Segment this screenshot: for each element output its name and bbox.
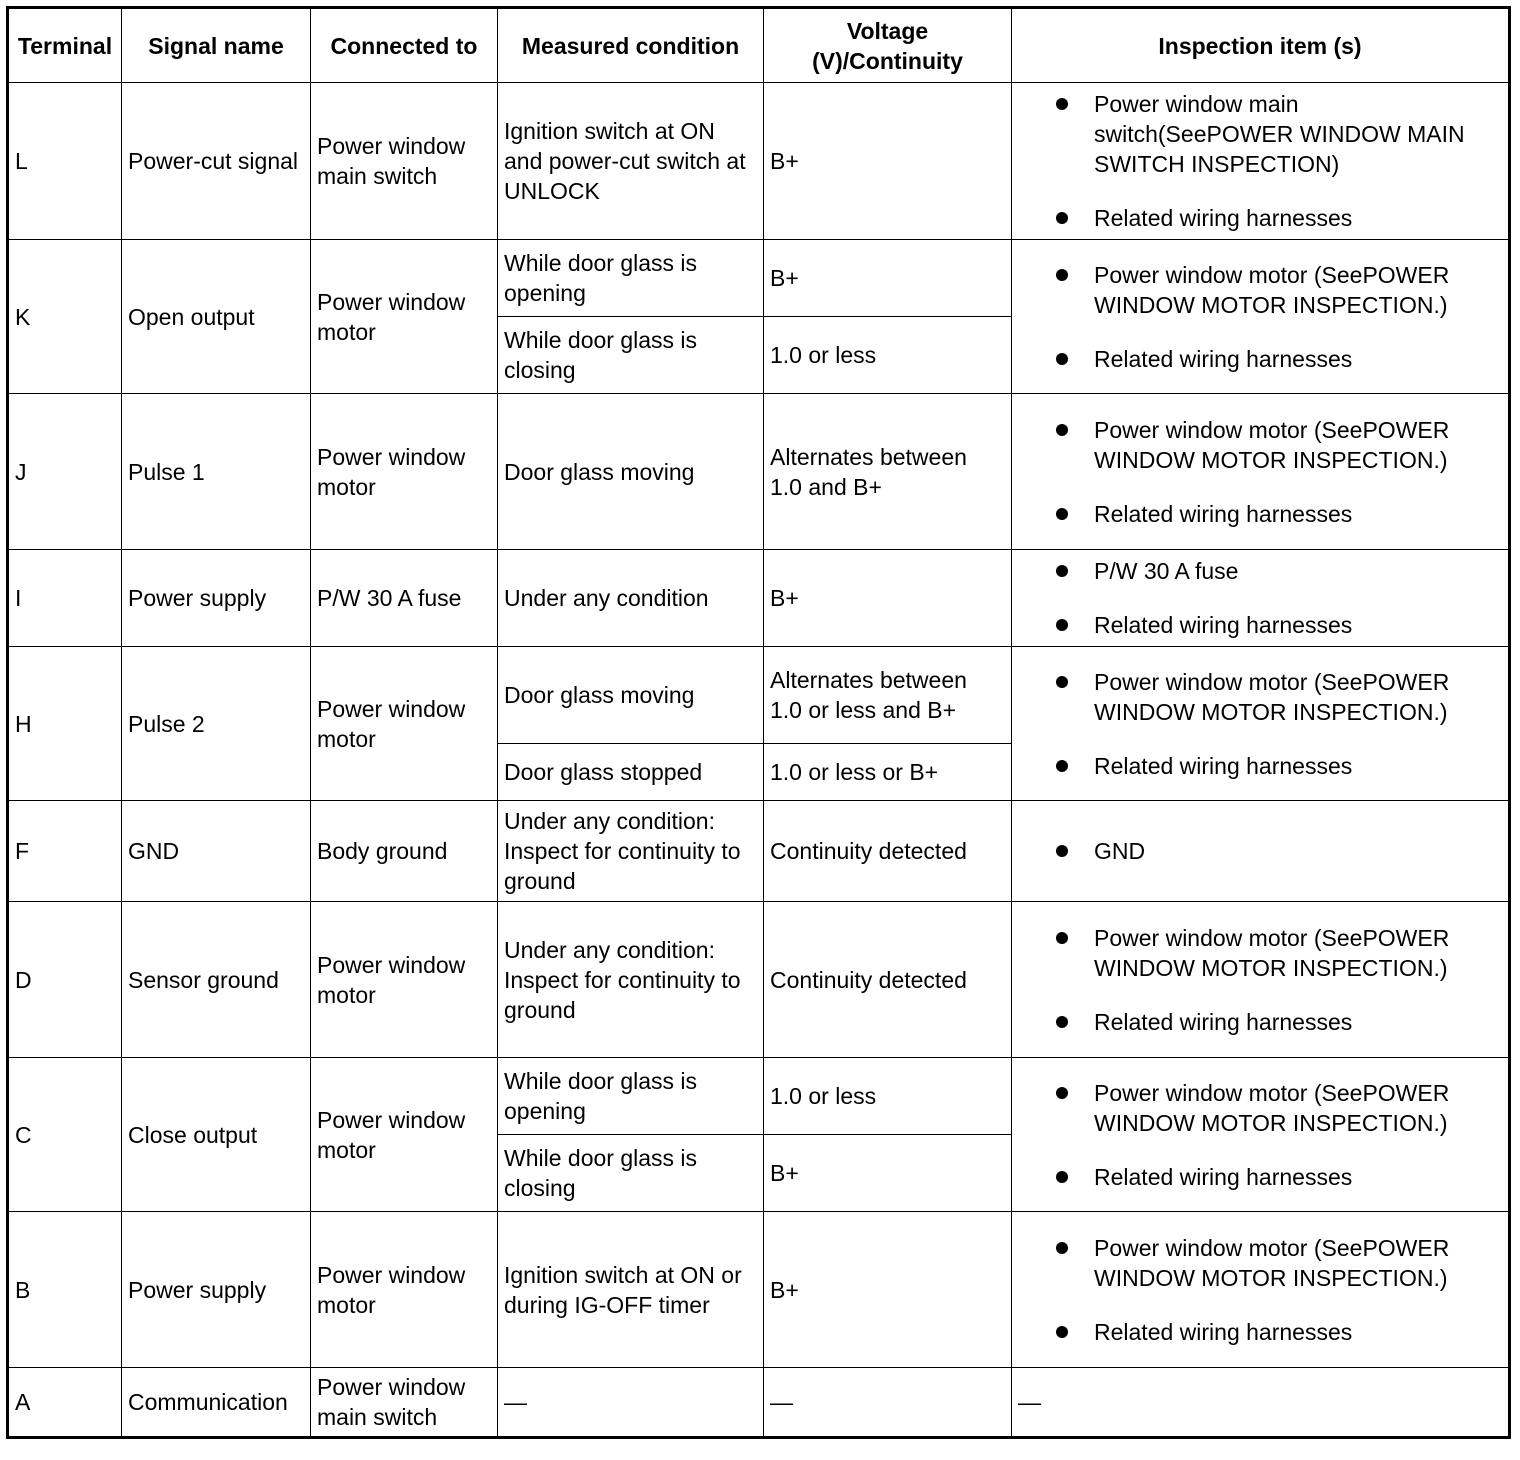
terminal-cell: B [8, 1212, 122, 1368]
signal-cell: Pulse 1 [122, 394, 311, 550]
inspection-item: Power window motor (SeePOWER WINDOW MOTOR INSPECTION.) [1056, 1078, 1500, 1138]
inspection-list [1056, 667, 1500, 781]
connected-cell: Power window motor [311, 1058, 498, 1212]
connected-cell: Power window motor [311, 240, 498, 394]
terminal-cell: D [8, 902, 122, 1058]
inspection-item: Related wiring harnesses [1056, 1317, 1500, 1347]
voltage-cell: 1.0 or less or B+ [764, 744, 1012, 801]
voltage-cell: Alternates between 1.0 and B+ [764, 394, 1012, 550]
inspection-cell [1012, 1212, 1510, 1368]
inspection-list [1056, 1078, 1500, 1192]
condition-cell: Door glass moving [498, 394, 764, 550]
table-row-I [8, 550, 1510, 647]
voltage-cell: B+ [764, 240, 1012, 317]
connected-cell: Power window motor [311, 394, 498, 550]
inspection-item: Related wiring harnesses [1056, 1007, 1500, 1037]
terminal-cell: K [8, 240, 122, 394]
signal-cell: Communication [122, 1368, 311, 1438]
inspection-item: Power window motor (SeePOWER WINDOW MOTOR INSPECTION.) [1056, 923, 1500, 983]
condition-cell: Ignition switch at ON or during IG-OFF timer [498, 1212, 764, 1368]
header-voltage: Voltage (V)/Continuity [764, 8, 1012, 83]
header-measured-condition: Measured condition [498, 8, 764, 83]
inspection-item: Related wiring harnesses [1056, 344, 1500, 374]
voltage-cell: 1.0 or less [764, 1058, 1012, 1135]
voltage-cell: — [764, 1368, 1012, 1438]
inspection-cell [1012, 240, 1510, 394]
table-row-J [8, 394, 1510, 550]
inspection-item: Power window motor (SeePOWER WINDOW MOTOR INSPECTION.) [1056, 1233, 1500, 1293]
terminal-inspection-table [6, 6, 1511, 1439]
signal-cell: Pulse 2 [122, 647, 311, 801]
connected-cell: Power window motor [311, 1212, 498, 1368]
table-row-A [8, 1368, 1510, 1438]
condition-cell: Under any condition: Inspect for continuity to ground [498, 902, 764, 1058]
inspection-item: Related wiring harnesses [1056, 1162, 1500, 1192]
inspection-cell: — [1012, 1368, 1510, 1438]
header-signal-name: Signal name [122, 8, 311, 83]
signal-cell: Power-cut signal [122, 83, 311, 240]
header-inspection-items: Inspection item (s) [1012, 8, 1510, 83]
inspection-cell [1012, 83, 1510, 240]
voltage-cell: B+ [764, 1135, 1012, 1212]
voltage-cell: B+ [764, 550, 1012, 647]
inspection-cell [1012, 902, 1510, 1058]
inspection-item: Related wiring harnesses [1056, 203, 1500, 233]
header-row [8, 8, 1510, 83]
inspection-list [1056, 1233, 1500, 1347]
condition-cell: While door glass is opening [498, 1058, 764, 1135]
inspection-list [1056, 260, 1500, 374]
voltage-cell: Continuity detected [764, 902, 1012, 1058]
condition-cell: Door glass moving [498, 647, 764, 744]
header-connected-to: Connected to [311, 8, 498, 83]
connected-cell: P/W 30 A fuse [311, 550, 498, 647]
signal-cell: Power supply [122, 1212, 311, 1368]
inspection-item: Power window motor (SeePOWER WINDOW MOTOR INSPECTION.) [1056, 667, 1500, 727]
connected-cell: Power window main switch [311, 1368, 498, 1438]
inspection-list [1056, 415, 1500, 529]
inspection-item: Power window motor (SeePOWER WINDOW MOTOR INSPECTION.) [1056, 415, 1500, 475]
header-terminal: Terminal [8, 8, 122, 83]
table-row-L [8, 83, 1510, 240]
voltage-cell: Alternates between 1.0 or less and B+ [764, 647, 1012, 744]
terminal-cell: I [8, 550, 122, 647]
terminal-cell: L [8, 83, 122, 240]
inspection-item: Related wiring harnesses [1056, 499, 1500, 529]
terminal-cell: F [8, 801, 122, 902]
connected-cell: Power window motor [311, 647, 498, 801]
table-wrapper [6, 6, 1511, 1439]
inspection-item: Power window main switch(SeePOWER WINDOW MAIN SWITCH INSPECTION) [1056, 89, 1500, 179]
inspection-item: P/W 30 A fuse [1056, 556, 1500, 586]
signal-cell: GND [122, 801, 311, 902]
inspection-item: Power window motor (SeePOWER WINDOW MOTOR INSPECTION.) [1056, 260, 1500, 320]
voltage-cell: B+ [764, 1212, 1012, 1368]
connected-cell: Body ground [311, 801, 498, 902]
table-row-K [8, 240, 1510, 317]
voltage-cell: 1.0 or less [764, 317, 1012, 394]
terminal-cell: A [8, 1368, 122, 1438]
table-row-F [8, 801, 1510, 902]
terminal-cell: H [8, 647, 122, 801]
table-row-C [8, 1058, 1510, 1135]
inspection-list [1056, 89, 1500, 233]
inspection-cell [1012, 394, 1510, 550]
voltage-cell: B+ [764, 83, 1012, 240]
condition-cell: While door glass is closing [498, 317, 764, 394]
table-row-H [8, 647, 1510, 744]
inspection-list [1056, 556, 1500, 640]
condition-cell: While door glass is opening [498, 240, 764, 317]
inspection-list [1056, 836, 1500, 866]
terminal-cell: J [8, 394, 122, 550]
inspection-item: Related wiring harnesses [1056, 610, 1500, 640]
condition-cell: Ignition switch at ON and power-cut switch at UNLOCK [498, 83, 764, 240]
inspection-cell [1012, 1058, 1510, 1212]
inspection-cell [1012, 647, 1510, 801]
inspection-item: Related wiring harnesses [1056, 751, 1500, 781]
condition-cell: While door glass is closing [498, 1135, 764, 1212]
condition-cell: Under any condition [498, 550, 764, 647]
signal-cell: Open output [122, 240, 311, 394]
signal-cell: Power supply [122, 550, 311, 647]
connected-cell: Power window motor [311, 902, 498, 1058]
condition-cell: Under any condition: Inspect for continuity to ground [498, 801, 764, 902]
signal-cell: Sensor ground [122, 902, 311, 1058]
voltage-cell: Continuity detected [764, 801, 1012, 902]
connected-cell: Power window main switch [311, 83, 498, 240]
table-row-D [8, 902, 1510, 1058]
table-row-B [8, 1212, 1510, 1368]
inspection-item: GND [1056, 836, 1500, 866]
inspection-list [1056, 923, 1500, 1037]
condition-cell: Door glass stopped [498, 744, 764, 801]
inspection-cell [1012, 550, 1510, 647]
condition-cell: — [498, 1368, 764, 1438]
terminal-cell: C [8, 1058, 122, 1212]
inspection-cell [1012, 801, 1510, 902]
signal-cell: Close output [122, 1058, 311, 1212]
